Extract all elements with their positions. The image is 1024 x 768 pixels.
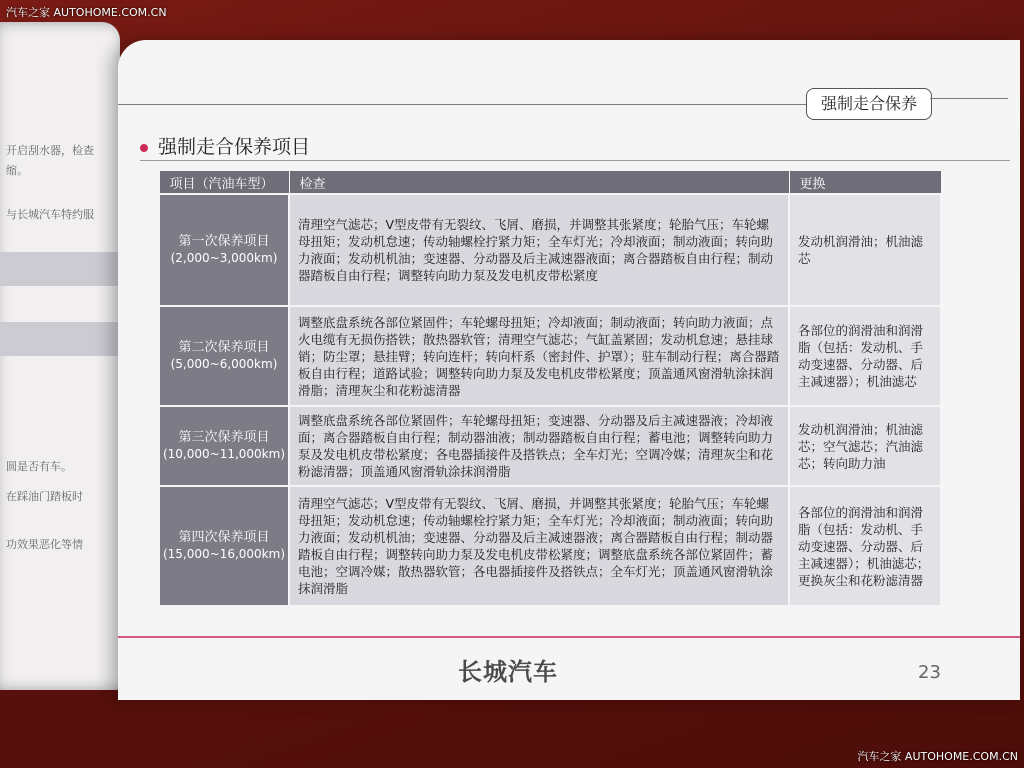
previous-page xyxy=(0,22,120,690)
item-cell xyxy=(159,194,289,306)
page-number: 23 xyxy=(918,662,941,683)
replace-cell: 各部位的润滑油和润滑脂（包括：发动机、手动变速器、分动器、后主减速器）；机油滤芯；更换灰尘和花粉滤清器 xyxy=(789,486,941,606)
replace-cell: 发动机润滑油；机油滤芯 xyxy=(789,194,941,306)
table-row xyxy=(159,306,941,406)
item-range: (5,000~6,000km) xyxy=(170,357,278,371)
column-header-item: 项目（汽油车型） xyxy=(159,171,289,195)
header-rule-right xyxy=(930,98,1008,99)
left-page-text: 功效果恶化等情 xyxy=(6,538,83,551)
left-page-text: 缩。 xyxy=(6,164,28,177)
item-range: (2,000~3,000km) xyxy=(170,251,278,265)
watermark-top: 汽车之家 AUTOHOME.COM.CN xyxy=(6,6,167,19)
check-cell: 清理空气滤芯；V型皮带有无裂纹、飞屑、磨损，并调整其张紧度；轮胎气压；车轮螺母扭矩；发动机怠速；传动轴螺栓拧紧力矩；全车灯光；冷却液面；制动液面；转向助力液面；发动机机油；变速器、分动器及后主减速器液；离合器踏板自由行程；制动器踏板自由行程；调整转向助力泵及发电机皮带松紧度；调整底盘系统各部位紧固件；蓄电池；空调冷媒；散热器软管；各电器插接件及搭铁点；全车灯光；顶盖通风窗滑轨涂抹润滑脂 xyxy=(289,486,789,606)
item-cell xyxy=(159,406,289,486)
header-rule xyxy=(118,104,818,105)
section-badge: 强制走合保养 xyxy=(806,88,932,120)
item-cell xyxy=(159,306,289,406)
table-row xyxy=(159,194,941,306)
item-name: 第四次保养项目 xyxy=(178,530,270,545)
page-heading xyxy=(140,132,310,159)
table-row xyxy=(159,406,941,486)
left-page-text: 开启刮水器，检查 xyxy=(6,144,94,157)
manual-page xyxy=(118,40,1020,700)
replace-cell: 各部位的润滑油和润滑脂（包括：发动机、手动变速器、分动器、后主减速器）；机油滤芯 xyxy=(789,306,941,406)
left-page-band xyxy=(0,252,120,286)
watermark-bottom: 汽车之家 AUTOHOME.COM.CN xyxy=(857,750,1018,763)
brand-logo: 长城汽车 xyxy=(458,658,558,686)
left-page-text: 圆是否有车。 xyxy=(6,460,72,473)
item-name: 第三次保养项目 xyxy=(178,430,270,445)
item-cell xyxy=(159,486,289,606)
left-page-band xyxy=(0,322,120,356)
column-header-replace: 更换 xyxy=(789,171,941,195)
bullet-dot-icon xyxy=(140,144,148,152)
left-page-text: 在踩油门踏板时 xyxy=(6,490,83,503)
footer-rule xyxy=(118,636,1020,638)
page-heading-text: 强制走合保养项目 xyxy=(158,136,311,158)
table-header-row xyxy=(159,171,941,195)
heading-rule xyxy=(140,160,1010,161)
check-cell: 调整底盘系统各部位紧固件；车轮螺母扭矩；冷却液面；制动液面；转向助力液面；点火电缆有无损伤搭铁；散热器软管；清理空气滤芯；气缸盖紧固；发动机怠速；悬挂球销；防尘罩；悬挂臂；转向连杆；转向杆系（密封件、护罩）；驻车制动行程；离合器踏板自由行程；道路试验；调整转向助力泵及发电机皮带松紧度；顶盖通风窗滑轨涂抹润滑脂；清理灰尘和花粉滤清器 xyxy=(289,306,789,406)
item-name: 第一次保养项目 xyxy=(178,234,270,249)
item-name: 第二次保养项目 xyxy=(178,340,270,355)
left-page-text: 与长城汽车特约服 xyxy=(6,208,94,221)
table-row xyxy=(159,486,941,606)
item-range: (10,000~11,000km) xyxy=(162,447,286,461)
maintenance-table xyxy=(158,170,942,607)
item-range: (15,000~16,000km) xyxy=(162,547,286,561)
replace-cell: 发动机润滑油；机油滤芯；空气滤芯；汽油滤芯；转向助力油 xyxy=(789,406,941,486)
check-cell: 调整底盘系统各部位紧固件；车轮螺母扭矩；变速器、分动器及后主减速器液；冷却液面；离合器踏板自由行程；制动器油液；制动器踏板自由行程；蓄电池；调整转向助力泵及发电机皮带松紧度；各电器插接件及搭铁点；全车灯光；空调冷媒；清理灰尘和花粉滤清器；顶盖通风窗滑轨涂抹润滑脂 xyxy=(289,406,789,486)
check-cell: 清理空气滤芯；V型皮带有无裂纹、飞屑、磨损，并调整其张紧度；轮胎气压；车轮螺母扭矩；发动机怠速；传动轴螺栓拧紧力矩；全车灯光；冷却液面；制动液面；转向助力液面；发动机机油；变速器、分动器及后主减速器液面；离合器踏板自由行程；制动器踏板自由行程；调整转向助力泵及发电机皮带松紧度 xyxy=(289,194,789,306)
column-header-check: 检查 xyxy=(289,171,789,195)
